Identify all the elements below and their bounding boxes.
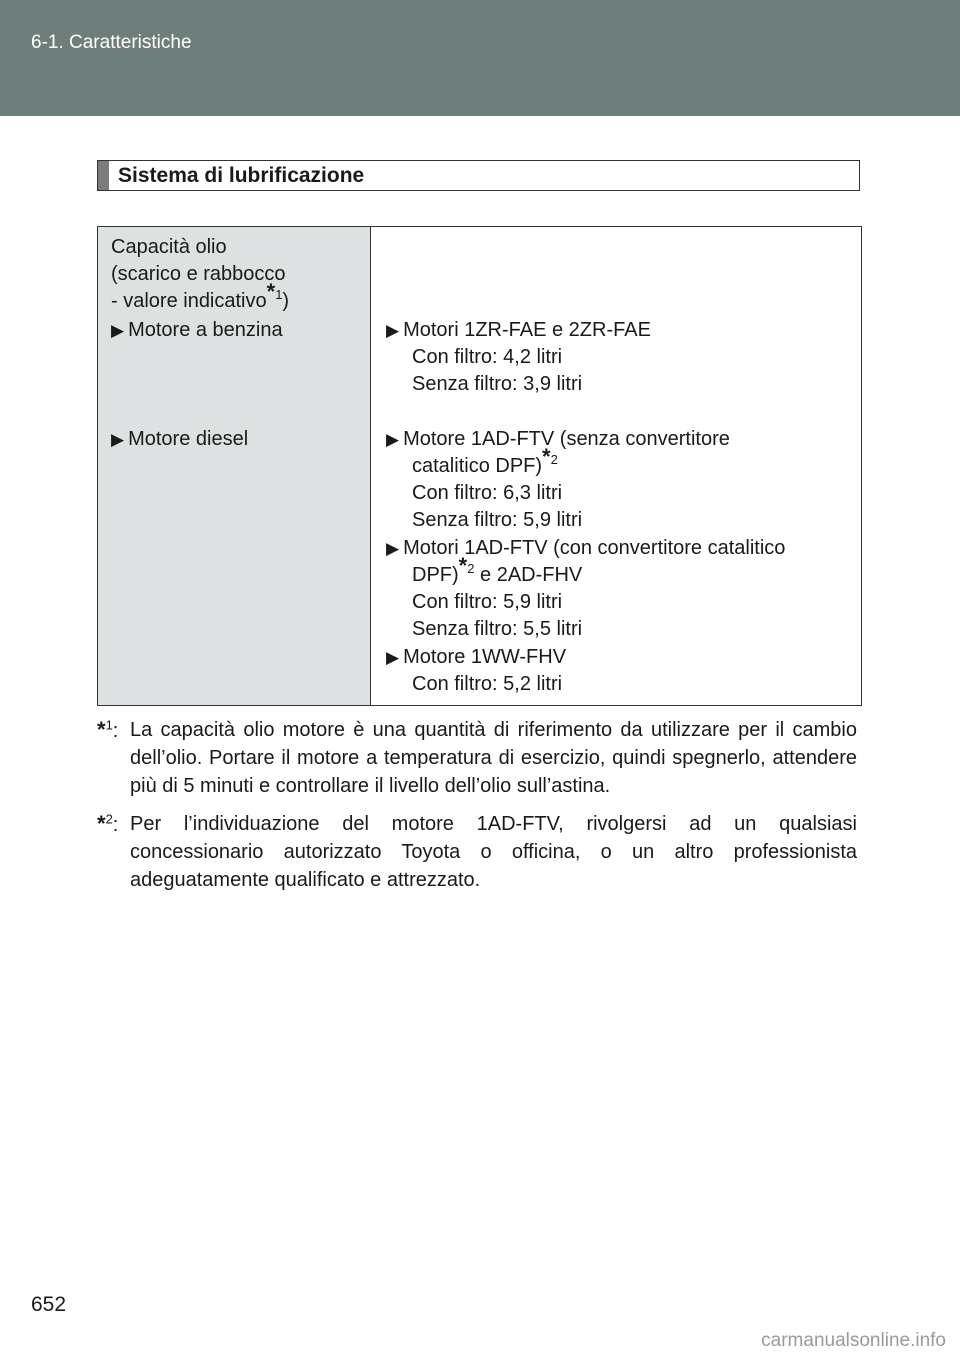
breadcrumb: 6-1. Caratteristiche [31, 32, 192, 53]
diesel-b-line-2: DPF)$^{*2}$ e 2AD-FHV [412, 553, 583, 586]
label-line-1: Capacità olio [111, 236, 227, 258]
spec-table [97, 226, 862, 706]
diesel-b-line-1: ▶ Motori 1AD-FTV (con convertitore catalitico [386, 537, 786, 559]
diesel-c-line-1: ▶ Motore 1WW-FHV [386, 646, 567, 668]
page-title: Sistema di lubrificazione [118, 164, 365, 187]
header-band [0, 0, 960, 116]
page-number: 652 [31, 1293, 67, 1316]
diesel-c-with: Con filtro: 5,2 litri [412, 673, 563, 695]
footnote-ref: 2 [550, 452, 558, 468]
diesel-label: ▶ Motore diesel [111, 428, 249, 450]
footnote-text: La capacità olio motore è una quantità di riferimento da utilizzare per il cambio dell’olio. Portare il motore a temperatura di esercizio, quindi spegnerlo, attendere più di 5 minuti e controllare il livello dell’olio sull’astina. [130, 719, 857, 797]
petrol-label: ▶ Motore a benzina [111, 319, 283, 341]
footnote-ref: 2 [467, 561, 475, 577]
triangle-right-icon: ▶ [386, 430, 400, 449]
diesel-a-line-1: ▶ Motore 1AD-FTV (senza convertitore [386, 428, 730, 450]
diesel-a-with: Con filtro: 6,3 litri [412, 482, 563, 504]
footnote-ref: 1 [275, 287, 283, 303]
petrol-engines: ▶ Motori 1ZR-FAE e 2ZR-FAE [386, 319, 651, 341]
diesel-b-with: Con filtro: 5,9 litri [412, 591, 563, 613]
diesel-a-without: Senza filtro: 5,9 litri [412, 509, 583, 531]
triangle-right-icon: ▶ [386, 539, 400, 558]
petrol-without-filter: Senza filtro: 3,9 litri [412, 373, 583, 395]
triangle-right-icon: ▶ [111, 321, 125, 340]
triangle-right-icon: ▶ [386, 321, 400, 340]
footnote-text: Per l’individuazione del motore 1AD-FTV, rivolgersi ad un qualsiasi concessionario autorizzato Toyota o officina, o un altro professionista adeguatamente qualificato e attrezzato. [130, 813, 857, 891]
diesel-b-without: Senza filtro: 5,5 litri [412, 618, 583, 640]
watermark: carmanualsonline.info [761, 1330, 946, 1351]
label-line-3: - valore indicativo$^{*1}$) [111, 279, 290, 312]
petrol-with-filter: Con filtro: 4,2 litri [412, 346, 563, 368]
triangle-right-icon: ▶ [111, 430, 125, 449]
footnote-marker: *$^2$: [97, 811, 119, 836]
heading-bar [98, 161, 109, 190]
footnote-1 [97, 716, 857, 800]
triangle-right-icon: ▶ [386, 648, 400, 667]
section-heading [97, 160, 860, 191]
footnote-marker: *$^1$: [97, 717, 119, 742]
footnote-2 [97, 810, 857, 894]
diesel-a-line-2: catalitico DPF)$^{*2}$ [412, 444, 558, 477]
label-line-2: (scarico e rabbocco [111, 263, 286, 285]
